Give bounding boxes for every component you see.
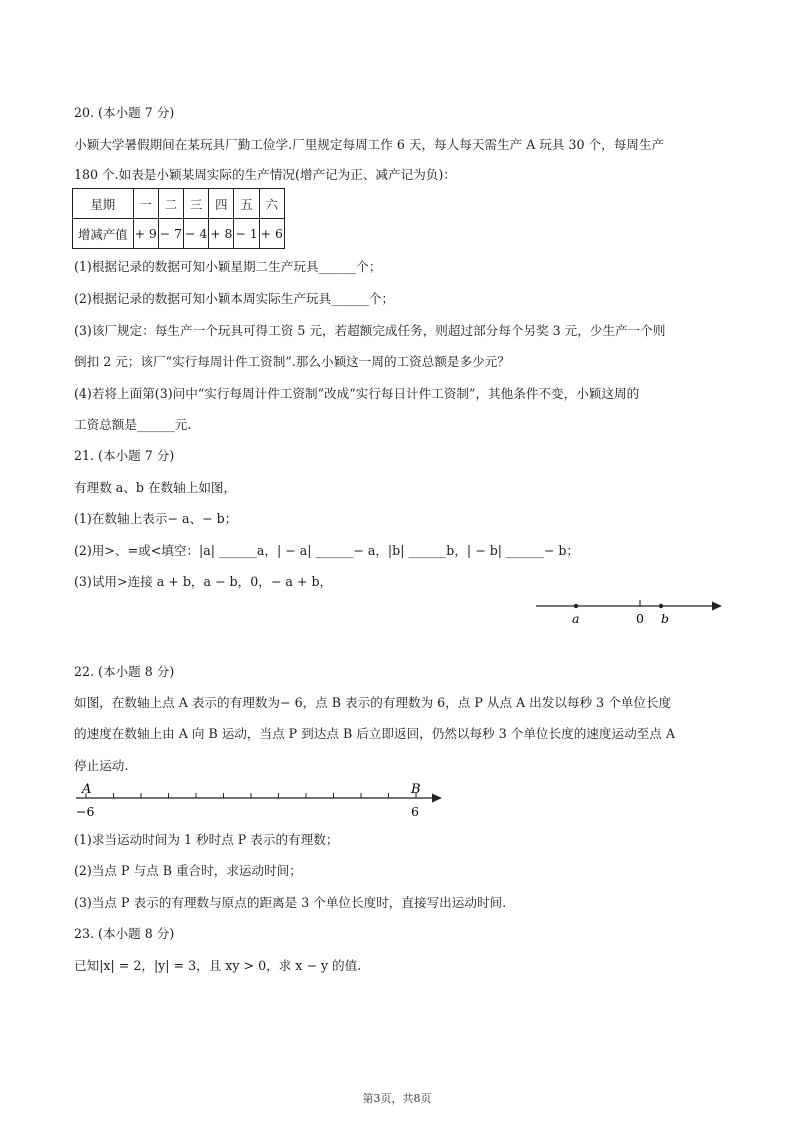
q20-subquestion-4b: 工资总额是______元. (74, 417, 192, 432)
label-b: b (661, 611, 670, 626)
point-b (659, 604, 663, 608)
q21-number-line (530, 592, 730, 632)
q20-subquestion-3a: (3)该厂规定：每生产一个玩具可得工资 5 元，若超额完成任务，则超过部分每个另奖 3 元，少生产一个则 (74, 323, 666, 338)
page-footer: 第3页，共8页 (362, 1092, 432, 1105)
table-row-change (73, 219, 285, 249)
table-header-change: 增减产值 (73, 219, 134, 249)
table-cell-value: + 8 (209, 219, 234, 249)
q22-paragraph-3: 停止运动. (74, 758, 129, 773)
q22-paragraph-1: 如图，在数轴上点 A 表示的有理数为− 6，点 B 表示的有理数为 6，点 P 从点 A 出发以每秒 3 个单位长度 (74, 695, 672, 710)
arrow-icon (432, 794, 442, 803)
label-a: a (572, 611, 580, 626)
q23-header: 23. (本小题 8 分) (74, 926, 175, 941)
table-cell-day: 三 (184, 189, 209, 219)
q22-subquestion-2: (2)当点 P 与点 B 重合时，求运动时间； (74, 863, 302, 878)
q20-paragraph-2: 180 个.如表是小颖某周实际的生产情况(增产记为正、减产记为负)： (74, 167, 456, 182)
table-cell-day: 二 (158, 189, 183, 219)
label-point-A: A (82, 782, 92, 797)
table-cell-day: 四 (209, 189, 234, 219)
q23-paragraph-1: 已知|x| = 2，|y| = 3，且 xy > 0，求 x − y 的值. (74, 958, 362, 973)
q20-subquestion-2: (2)根据记录的数据可知小颖本周实际生产玩具______个； (74, 291, 395, 306)
label-minus-six: −6 (76, 804, 95, 819)
production-table (72, 188, 285, 249)
table-cell-value: − 1 (234, 219, 259, 249)
table-cell-value: − 7 (158, 219, 183, 249)
point-a (574, 604, 578, 608)
q20-header: 20. (本小题 7 分) (74, 105, 175, 120)
table-cell-value: + 9 (133, 219, 158, 249)
q22-subquestion-3: (3)当点 P 表示的有理数与原点的距离是 3 个单位长度时，直接写出运动时间. (74, 895, 507, 910)
table-cell-day: 六 (259, 189, 284, 219)
label-point-B: B (411, 782, 421, 797)
table-cell-day: 五 (234, 189, 259, 219)
table-cell-day: 一 (133, 189, 158, 219)
q21-subquestion-3: (3)试用>连接 a + b，a − b，0，− a + b， (74, 574, 333, 589)
q20-subquestion-4a: (4)若将上面第(3)问中“实行每周计件工资制”改成“实行每日计件工资制”，其他条件不变，小颖这周的 (74, 386, 640, 401)
q22-header: 22. (本小题 8 分) (74, 664, 175, 679)
arrow-icon (712, 602, 722, 611)
q21-header: 21. (本小题 7 分) (74, 448, 175, 463)
table-row-weekday (73, 189, 285, 219)
q22-number-line (70, 778, 450, 822)
q21-subquestion-1: (1)在数轴上表示− a、− b； (74, 511, 238, 526)
table-header-weekday: 星期 (73, 189, 134, 219)
q22-paragraph-2: 的速度在数轴上由 A 向 B 运动，当点 P 到达点 B 后立即返回，仍然以每秒 3 个单位长度的速度运动至点 A (74, 726, 675, 741)
label-zero: 0 (636, 611, 644, 626)
label-six: 6 (411, 804, 419, 819)
table-cell-value: − 4 (184, 219, 209, 249)
q22-subquestion-1: (1)求当运动时间为 1 秒时点 P 表示的有理数； (74, 832, 339, 847)
q21-paragraph-1: 有理数 a、b 在数轴上如图， (74, 480, 237, 495)
q20-paragraph-1: 小颖大学暑假期间在某玩具厂勤工俭学.厂里规定每周工作 6 天，每人每天需生产 A 玩具 30 个，每周生产 (74, 137, 665, 152)
q20-subquestion-1: (1)根据记录的数据可知小颖星期二生产玩具______个； (74, 259, 382, 274)
q21-subquestion-2: (2)用>、=或<填空：|a| ______a，| − a| ______− a，|b| ______b，| − b| ______− b； (74, 543, 580, 558)
q20-subquestion-3b: 倒扣 2 元；该厂“实行每周计件工资制”.那么小颖这一周的工资总额是多少元？ (74, 354, 510, 369)
table-cell-value: + 6 (259, 219, 284, 249)
